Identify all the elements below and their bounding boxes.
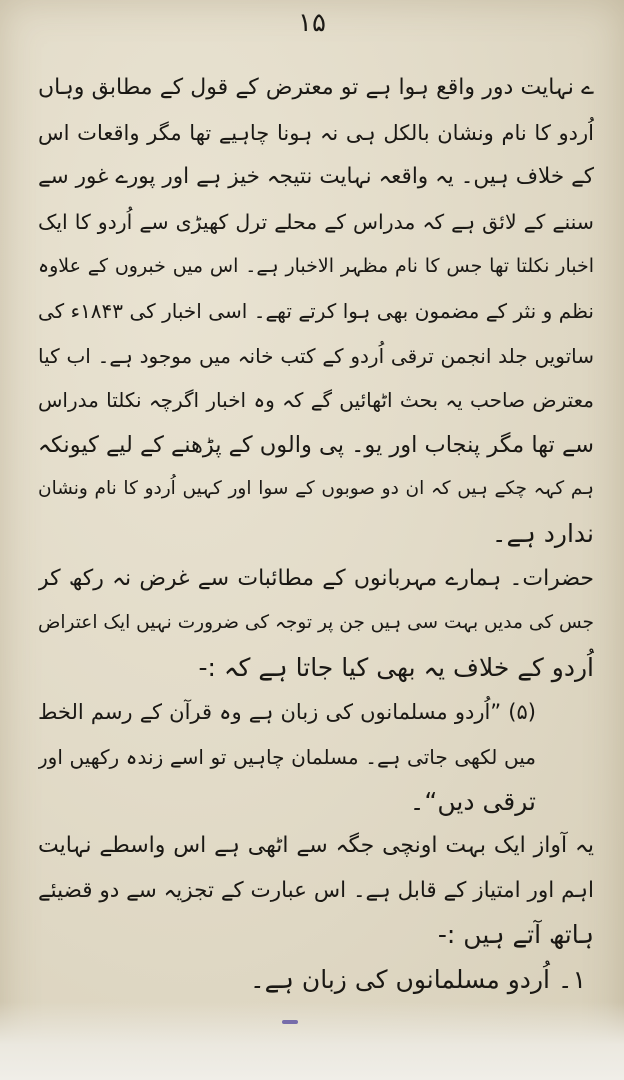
text-line: ے نہایت دور واقع ہوا ہے تو معترض کے قول کے مطابق وہاں	[38, 75, 594, 100]
text-line: معترض صاحب یہ بحث اٹھائیں گے کہ وہ اخبار اگرچہ نکلتا مدراس	[38, 388, 594, 413]
text-line: ترقی دیں“۔	[409, 786, 536, 816]
text-line: کے خلاف ہیں۔ یہ واقعہ نہایت نتیجہ خیز ہے اور پورے غور سے	[38, 164, 594, 190]
text-line: سے تھا مگر پنجاب اور یو۔ پی والوں کے پڑھنے کے لیے کیونکہ	[38, 431, 594, 458]
text-line: اُردو کے خلاف یہ بھی کیا جاتا ہے کہ :-	[198, 652, 594, 682]
text-line: ساتویں جلد انجمن ترقی اُردو کے کتب خانہ میں موجود ہے۔ اب کیا	[38, 343, 594, 368]
page-number: ۱۵	[298, 8, 326, 38]
bottom-page-strip	[0, 1002, 624, 1080]
text-line: اخبار نکلتا تھا جس کا نام مظہر الاخبار ہے۔ اس میں خبروں کے علاوہ	[38, 255, 594, 278]
text-line: اہم اور امتیاز کے قابل ہے۔ اس عبارت کے تجزیہ سے دو قضیئے	[38, 877, 594, 903]
ink-mark	[282, 1020, 298, 1024]
text-line: اُردو کا نام ونشان بالکل ہی نہ ہونا چاہیے تھا مگر واقعات اس	[38, 120, 594, 145]
text-line: سننے کے لائق ہے کہ مدراس کے محلے ترل کھیڑی سے اُردو کا ایک	[38, 209, 594, 234]
text-line: نظم و نثر کے مضمون بھی ہوا کرتے تھے۔ اسی اخبار کی ۱۸۴۳ء کی	[38, 298, 594, 323]
text-line: یہ آواز ایک بہت اونچی جگہ سے اٹھی ہے اس واسطے نہایت	[38, 833, 594, 859]
urdu-text-body	[38, 66, 594, 1002]
text-line: ہم کہہ چکے ہیں کہ ان دو صوبوں کے سوا اور کہیں اُردو کا نام ونشان	[38, 478, 594, 500]
text-line: میں لکھی جاتی ہے۔ مسلمان چاہیں تو اسے زندہ رکھیں اور	[38, 744, 536, 769]
text-line: حضرات۔ ہمارے مہربانوں کے مطائبات سے غرض نہ رکھ کر	[38, 565, 594, 591]
text-line: ندارد ہے۔	[491, 518, 594, 548]
text-line: ہاتھ آتے ہیں :-	[437, 920, 594, 950]
text-line: ۱۔ اُردو مسلمانوں کی زبان ہے۔	[249, 964, 586, 994]
text-line: (۵) ”اُردو مسلمانوں کی زبان ہے وہ قرآن کے رسم الخط	[38, 700, 536, 725]
text-line: جس کی مدیں بہت سی ہیں جن پر توجہ کی ضرورت نہیں ایک اعتراض	[38, 612, 594, 634]
